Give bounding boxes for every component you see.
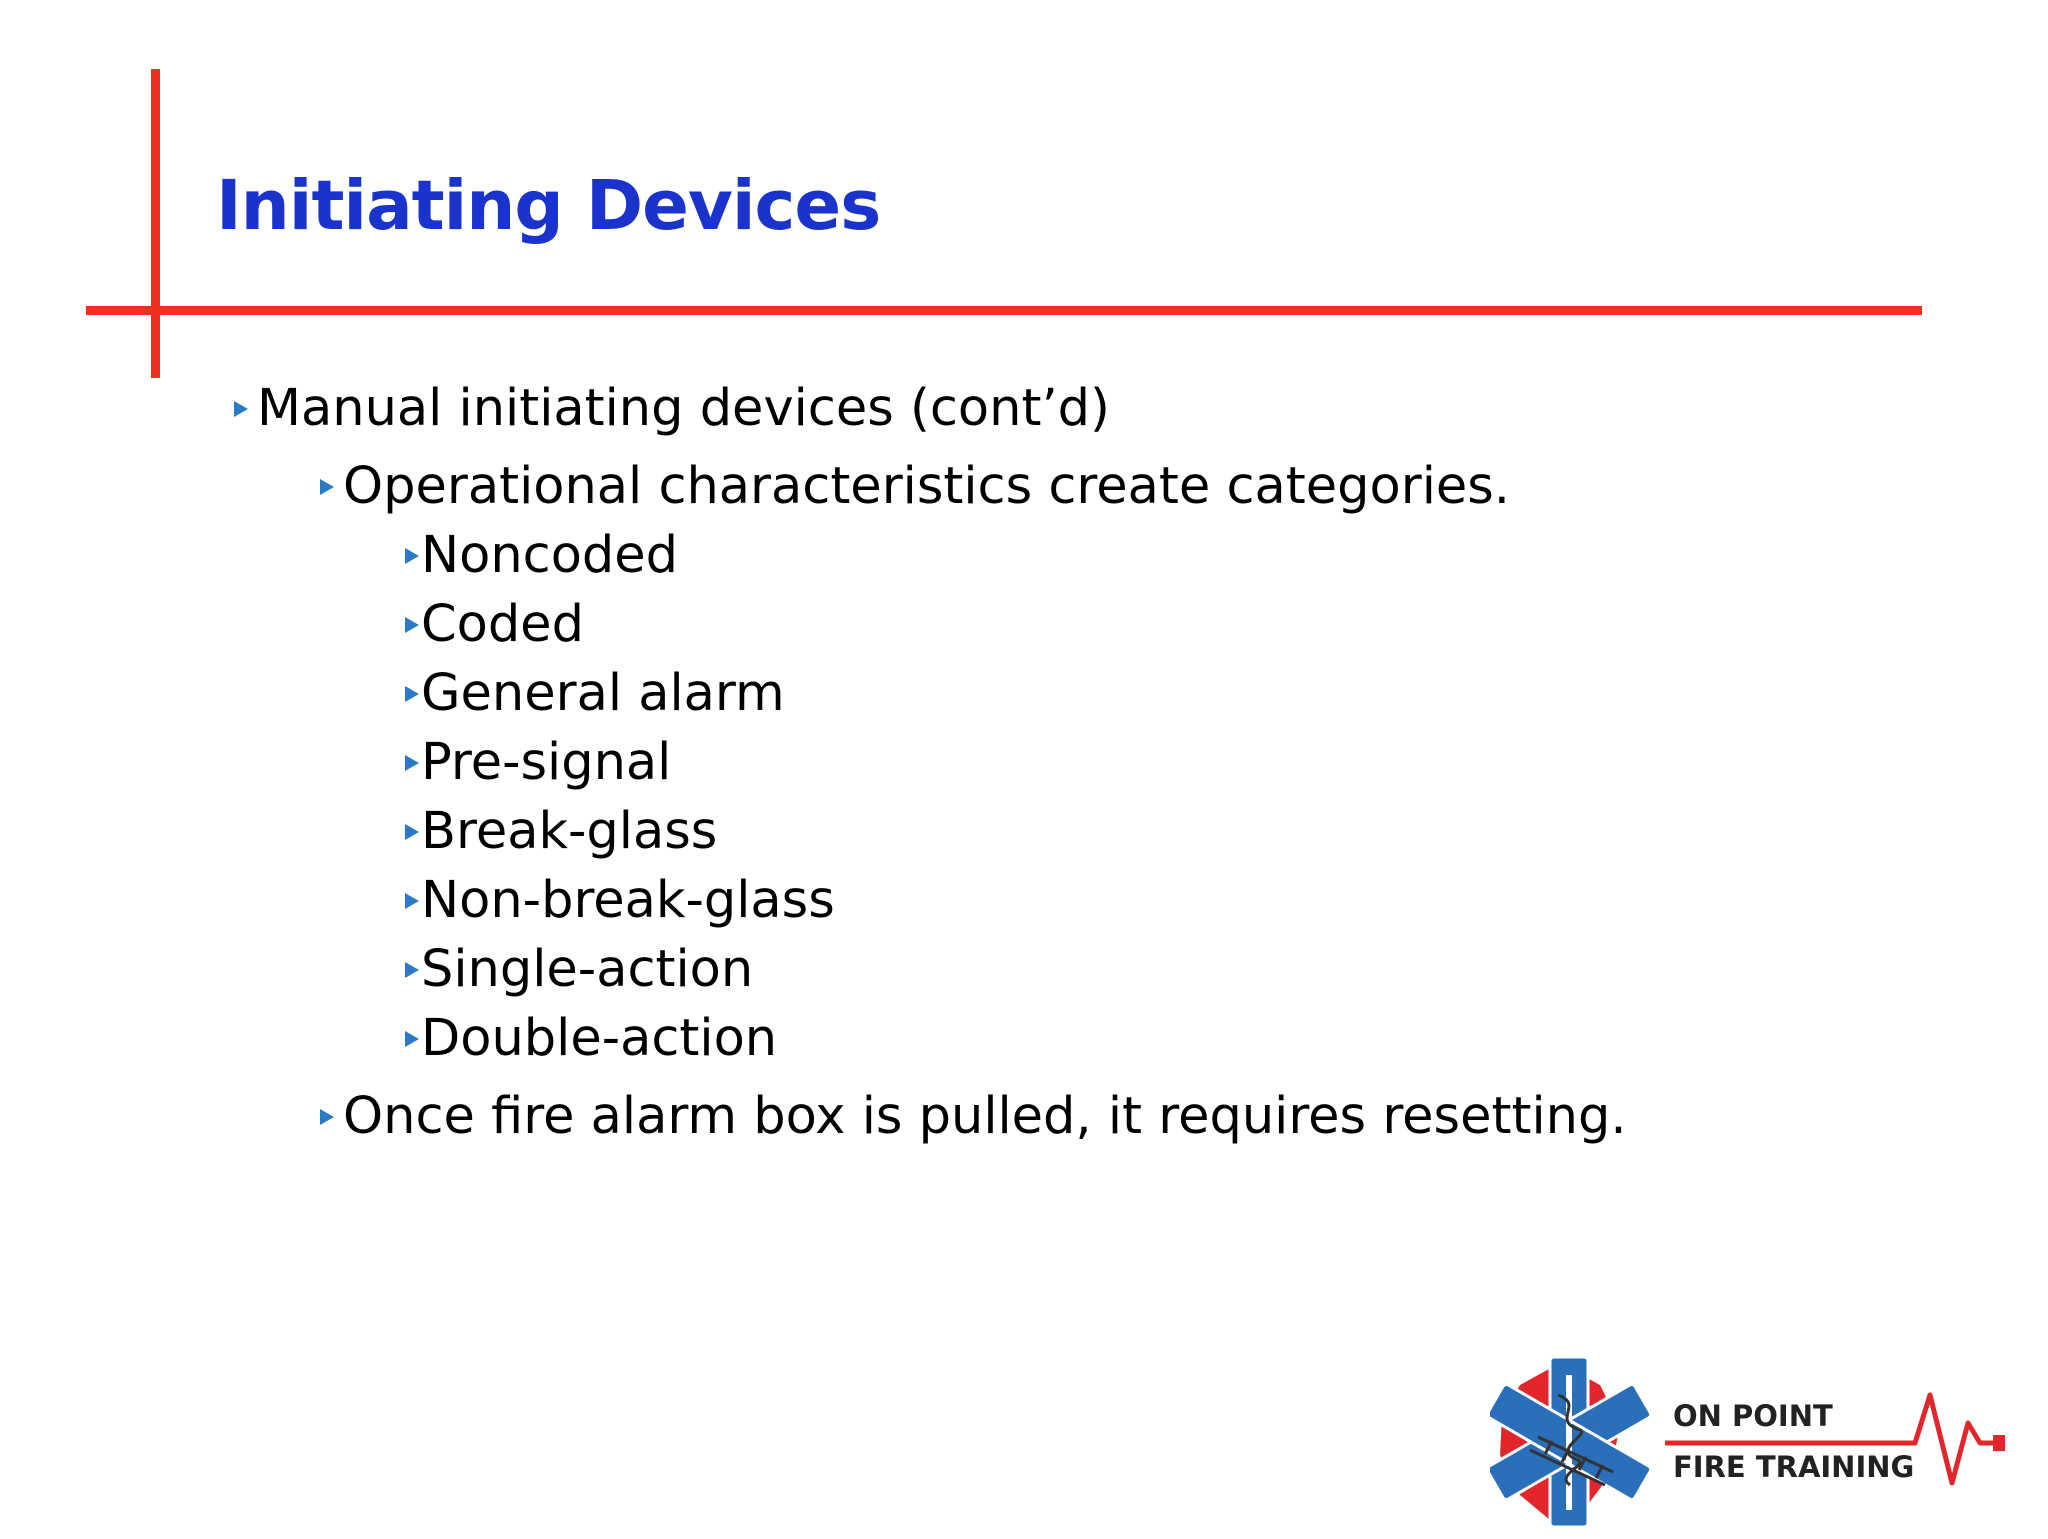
bullet-triangle-icon — [405, 893, 419, 909]
bullet-triangle-icon — [405, 617, 419, 633]
bullet-triangle-icon — [405, 686, 419, 702]
logo-line2: FIRE TRAINING — [1673, 1450, 1915, 1484]
bullet-level3 — [405, 871, 835, 930]
bullet-level1 — [234, 379, 1110, 438]
slide-title: Initiating Devices — [216, 166, 881, 246]
bullet-triangle-icon — [234, 401, 248, 417]
bullet-triangle-icon — [320, 479, 334, 495]
on-point-fire-training-logo — [1490, 1355, 2010, 1535]
bullet-triangle-icon — [405, 962, 419, 978]
bullet-text: Operational characteristics create categories. — [343, 457, 1511, 516]
bullet-text: Break-glass — [421, 802, 718, 861]
bullet-text: Non-break-glass — [421, 871, 835, 930]
bullet-text: Manual initiating devices (cont’d) — [257, 379, 1110, 438]
bullet-text: Single-action — [421, 940, 754, 999]
bullet-level3 — [405, 733, 671, 792]
bullet-triangle-icon — [405, 1031, 419, 1047]
bullet-text: Once fire alarm box is pulled, it requires resetting. — [343, 1087, 1627, 1146]
bullet-text: Coded — [421, 595, 584, 654]
bullet-level3 — [405, 802, 717, 861]
bullet-triangle-icon — [320, 1109, 334, 1125]
bullet-level3 — [405, 595, 584, 654]
bullet-level3 — [405, 664, 785, 723]
bullet-level2 — [320, 457, 1510, 516]
bullet-text: Pre-signal — [421, 733, 672, 792]
bullet-text: Double-action — [421, 1009, 778, 1068]
bullet-triangle-icon — [405, 755, 419, 771]
bullet-triangle-icon — [405, 548, 419, 564]
bullet-text: General alarm — [421, 664, 785, 723]
star-of-life-icon — [1490, 1355, 2010, 1535]
bullet-text: Noncoded — [421, 526, 679, 585]
bullet-level3 — [405, 526, 678, 585]
bullet-level3 — [405, 940, 753, 999]
bullet-level2 — [320, 1087, 1627, 1146]
logo-line1: ON POINT — [1673, 1399, 1833, 1433]
bullet-triangle-icon — [405, 824, 419, 840]
bullet-level3 — [405, 1009, 777, 1068]
